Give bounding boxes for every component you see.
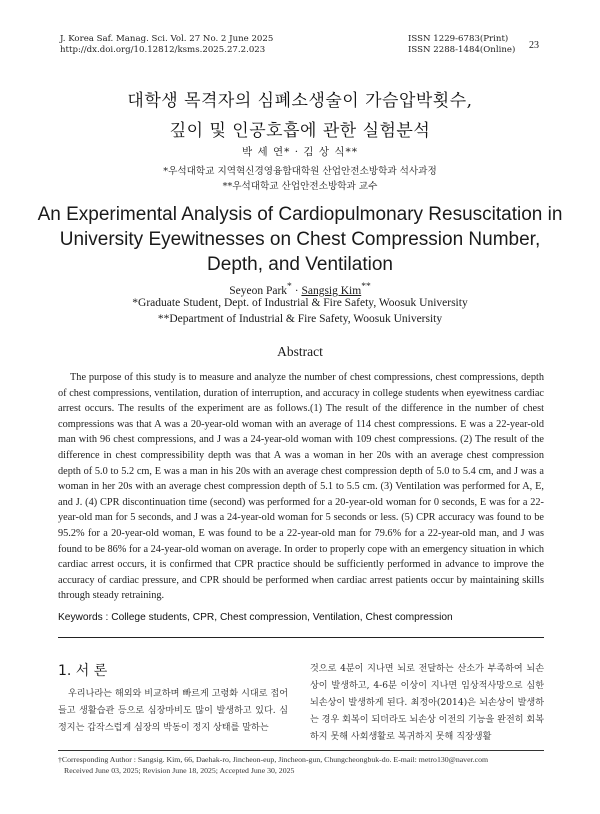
korean-title-line-1: 대학생 목격자의 심폐소생술이 가슴압박횟수, bbox=[127, 91, 473, 111]
issn-header bbox=[408, 34, 515, 56]
abstract-heading: Abstract bbox=[277, 344, 323, 359]
journal-header bbox=[60, 34, 273, 56]
issn-print: ISSN 1229-6783(Print) bbox=[408, 34, 509, 44]
author-2-name: Sangsig Kim bbox=[301, 284, 362, 297]
issn-online: ISSN 2288-1484(Online) bbox=[408, 45, 516, 55]
korean-affiliation-2: **우석대학교 산업안전소방학과 교수 bbox=[222, 181, 378, 192]
korean-affiliation-1: *우석대학교 지역혁신경영융합대학원 산업안전소방학과 석사과정 bbox=[163, 166, 437, 177]
korean-authors: 박 세 연* · 김 상 식** bbox=[242, 146, 358, 158]
english-authors bbox=[0, 281, 600, 297]
english-title-line-1: An Experimental Analysis of Cardiopulmonary Resuscitation in bbox=[37, 204, 563, 225]
journal-citation: J. Korea Saf. Manag. Sci. Vol. 27 No. 2 June 2025 bbox=[60, 34, 274, 44]
english-title-line-2: University Eyewitnesses on Chest Compression Number, bbox=[59, 229, 541, 250]
intro-right-column: 것으로 4분이 지나면 뇌로 전달하는 산소가 부족하여 뇌손상이 발생하고, 4-6분 이상이 지나면 임상적사망으로 심한 뇌손상이 발생하게 된다. 최정아(2014)은 뇌손상이 발생하는 경우 회복이 되더라도 뇌손상 이전의 기능을 완전히 회복하지 못해 사회생활로 복귀하지 못해 직장생활 bbox=[310, 664, 544, 742]
doi-link[interactable]: http://dx.doi.org/10.12812/ksms.2025.27.2.023 bbox=[60, 45, 266, 55]
section-divider bbox=[58, 637, 544, 638]
english-affiliation-1: *Graduate Student, Dept. of Industrial & Fire Safety, Woosuk University bbox=[132, 297, 468, 309]
author-2-mark: ** bbox=[361, 281, 371, 292]
corresponding-author-note: †Corresponding Author : Sangsig. Kim, 66, Daehak-ro, Jincheon-eup, Jincheon-gun, Chungcheongbuk-do. E-mail: metro130@naver.com bbox=[58, 755, 489, 764]
english-affiliation-2: **Department of Industrial & Fire Safety, Woosuk University bbox=[157, 313, 443, 325]
intro-left-column: 우리나라는 해외와 비교하며 빠르게 고령화 시대로 접어들고 생활습관 등으로 심장마비도 많이 발생하고 있다. 심정지는 갑작스럽게 심장의 박동이 정지 상태를 말하는 bbox=[58, 689, 288, 733]
keywords: Keywords : College students, CPR, Chest compression, Ventilation, Chest compression bbox=[58, 612, 453, 623]
page-number: 23 bbox=[529, 40, 539, 51]
footnote-divider bbox=[58, 750, 544, 751]
received-dates: Received June 03, 2025; Revision June 18, 2025; Accepted June 30, 2025 bbox=[64, 766, 295, 775]
author-separator: · bbox=[291, 284, 302, 297]
english-title-line-3: Depth, and Ventilation bbox=[207, 254, 393, 275]
abstract-body: The purpose of this study is to measure and analyze the number of chest compressions, chest compressions, depth of chest compressions, ventilation, duration of interruption, and accuracy in college students when eyewitness cardiac arrest occurs. The results of the experiment are as follows.(1) The result of the difference in the number of chest compressions was that A was a 20-year-old woman with an average of 114 chest compressions. E was a 22-year-old man with 96 chest compressions, and J was a 24-year-old woman with 109 chest compressions. (2) The result of the difference in chest compressibility depth was that A was a woman in her 20s with an average chest compression depth of 5.0 to 5.2 cm, E was a man in his 20s with an average chest compression depth of 5.0 to 5.4 cm, and J was a woman in her 20s with an average chest compression depth of 5.1 to 5.5 cm. (3) Ventilation was performed for A, E, and J. (4) CPR discontinuation time (second) was performed for a 20-year-old woman for 0 seconds, E was for a 22-year-old man for 5 seconds, and J was a 24-year-old woman for 5 seconds or less. (5) CPR accuracy was found to be 95.2% for a 20-year-old woman, E was found to be a 22-year-old man for 79.6% for a 22-year-old man, and J was found to be 86% for a 24-year-old woman on average. In order to properly cope with an emergency situation in which cardiac arrest occurs, it is confirmed that CPR practice should be sufficiently performed in advance to improve the accuracy of cardiac pressure, and CPR should be performed when cardiac arrest patients occur by maintaining skills through steady retraining. bbox=[58, 372, 544, 602]
author-1-mark: * bbox=[287, 281, 292, 292]
korean-title-line-2: 깊이 및 인공호흡에 관한 실험분석 bbox=[169, 121, 431, 141]
author-1-name: Seyeon Park bbox=[229, 284, 288, 297]
section-heading-introduction: 1. 서 론 bbox=[58, 663, 108, 679]
